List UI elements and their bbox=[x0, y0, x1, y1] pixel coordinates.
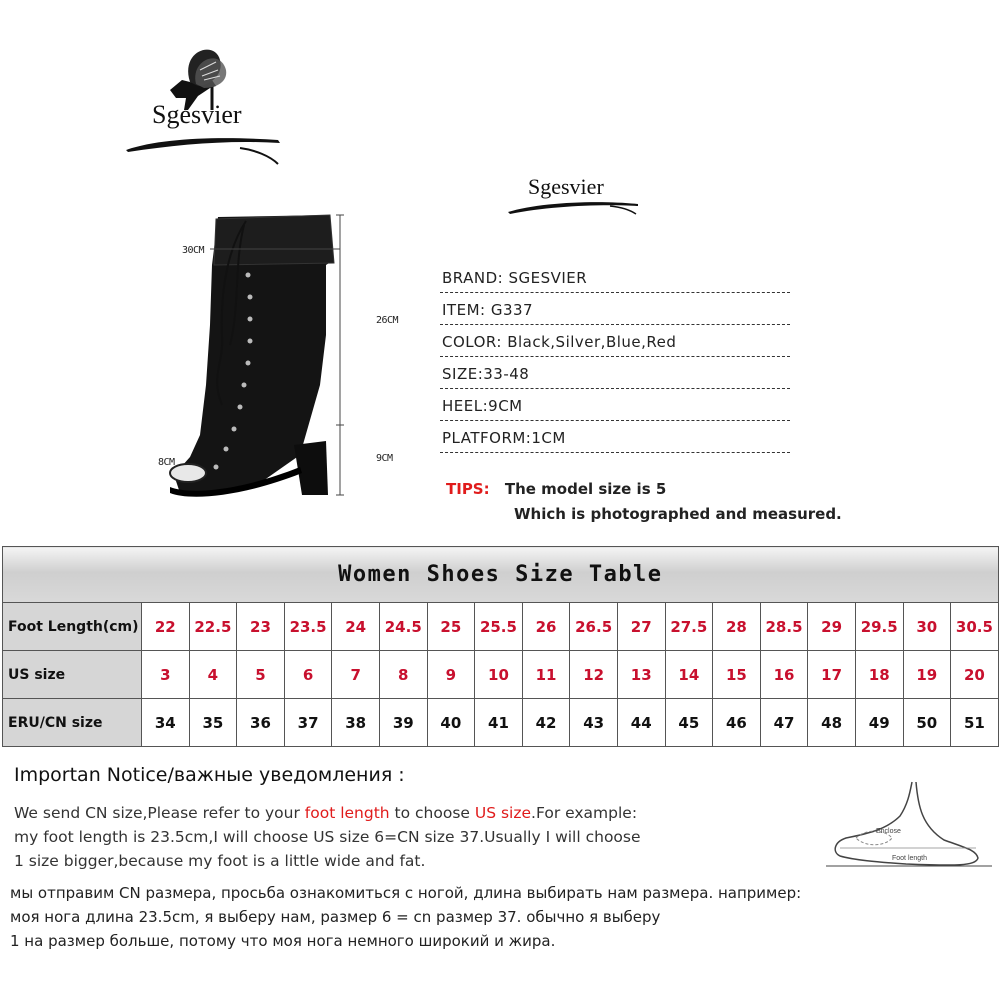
table-cell: 25.5 bbox=[475, 603, 523, 651]
swoosh-icon bbox=[500, 194, 650, 218]
table-cell: 50 bbox=[903, 699, 951, 747]
table-cell: 14 bbox=[665, 651, 713, 699]
notice-ru-line3: 1 на размер больше, потому что моя нога немного широкий и жира. bbox=[10, 932, 556, 950]
tips-line1: The model size is 5 bbox=[504, 480, 667, 498]
product-boot-image bbox=[150, 205, 430, 515]
spec-color: COLOR: Black,Silver,Blue,Red bbox=[440, 330, 790, 357]
row-header: ERU/CN size bbox=[3, 699, 142, 747]
notice-title: Importan Notice/важные уведомления : bbox=[14, 764, 405, 786]
brand-logo-small bbox=[500, 168, 650, 218]
spec-heel: HEEL:9CM bbox=[440, 394, 790, 421]
table-cell: 15 bbox=[713, 651, 761, 699]
table-cell: 23 bbox=[237, 603, 285, 651]
table-cell: 16 bbox=[760, 651, 808, 699]
table-cell: 10 bbox=[475, 651, 523, 699]
table-cell: 20 bbox=[951, 651, 999, 699]
tips-line2: Which is photographed and measured. bbox=[514, 505, 842, 523]
table-cell: 24 bbox=[332, 603, 380, 651]
table-cell: 7 bbox=[332, 651, 380, 699]
table-cell: 34 bbox=[142, 699, 190, 747]
table-cell: 37 bbox=[284, 699, 332, 747]
table-cell: 35 bbox=[189, 699, 237, 747]
shaft-height-label: 26CM bbox=[376, 315, 399, 326]
table-cell: 30 bbox=[903, 603, 951, 651]
table-cell: 40 bbox=[427, 699, 475, 747]
notice-en-line2: my foot length is 23.5cm,I will choose US size 6=CN size 37.Usually I will choose bbox=[14, 828, 641, 846]
table-cell: 23.5 bbox=[284, 603, 332, 651]
table-cell: 22.5 bbox=[189, 603, 237, 651]
table-row-foot-length bbox=[3, 603, 999, 651]
table-cell: 24.5 bbox=[379, 603, 427, 651]
foot-length-label: Foot length bbox=[892, 855, 928, 862]
shaft-circumference-label: 30CM bbox=[182, 245, 205, 256]
table-cell: 47 bbox=[760, 699, 808, 747]
table-cell: 19 bbox=[903, 651, 951, 699]
table-cell: 22 bbox=[142, 603, 190, 651]
enclose-label: Enclose bbox=[876, 828, 901, 835]
table-cell: 39 bbox=[379, 699, 427, 747]
foot-length-highlight: foot length bbox=[304, 804, 390, 822]
table-cell: 38 bbox=[332, 699, 380, 747]
table-cell: 45 bbox=[665, 699, 713, 747]
table-cell: 36 bbox=[237, 699, 285, 747]
table-cell: 18 bbox=[855, 651, 903, 699]
brand-logo bbox=[120, 40, 290, 170]
table-cell: 43 bbox=[570, 699, 618, 747]
table-cell: 12 bbox=[570, 651, 618, 699]
size-table bbox=[2, 546, 999, 747]
spec-brand: BRAND: SGESVIER bbox=[440, 266, 790, 293]
table-cell: 28.5 bbox=[760, 603, 808, 651]
us-size-highlight: US size bbox=[474, 804, 532, 822]
brand-logo-small-text: Sgesvier bbox=[528, 174, 604, 199]
table-cell: 51 bbox=[951, 699, 999, 747]
table-cell: 9 bbox=[427, 651, 475, 699]
table-cell: 29.5 bbox=[855, 603, 903, 651]
spec-size: SIZE:33-48 bbox=[440, 362, 790, 389]
tips bbox=[446, 480, 666, 498]
table-cell: 26 bbox=[522, 603, 570, 651]
foot-measure-diagram bbox=[826, 776, 992, 872]
heel-height-label: 9CM bbox=[376, 453, 393, 464]
spec-platform: PLATFORM:1CM bbox=[440, 426, 790, 453]
spec-item: ITEM: G337 bbox=[440, 298, 790, 325]
table-cell: 5 bbox=[237, 651, 285, 699]
table-cell: 4 bbox=[189, 651, 237, 699]
toe-label: 8CM bbox=[158, 457, 175, 468]
table-cell: 27.5 bbox=[665, 603, 713, 651]
table-cell: 41 bbox=[475, 699, 523, 747]
table-cell: 48 bbox=[808, 699, 856, 747]
table-cell: 11 bbox=[522, 651, 570, 699]
table-cell: 27 bbox=[617, 603, 665, 651]
table-cell: 26.5 bbox=[570, 603, 618, 651]
table-cell: 46 bbox=[713, 699, 761, 747]
table-row-eu-cn-size bbox=[3, 699, 999, 747]
row-header: Foot Length(cm) bbox=[3, 603, 142, 651]
notice-en-line1: We send CN size,Please refer to your foot length to choose US size.For example: bbox=[14, 804, 638, 822]
table-cell: 44 bbox=[617, 699, 665, 747]
table-cell: 13 bbox=[617, 651, 665, 699]
notice-ru-line1: мы отправим CN размера, просьба ознакомиться с ногой, длина выбирать нам размера. например: bbox=[10, 884, 802, 902]
table-cell: 28 bbox=[713, 603, 761, 651]
table-cell: 6 bbox=[284, 651, 332, 699]
table-cell: 17 bbox=[808, 651, 856, 699]
table-row-us-size bbox=[3, 651, 999, 699]
table-cell: 25 bbox=[427, 603, 475, 651]
notice-en-line3: 1 size bigger,because my foot is a little wide and fat. bbox=[14, 852, 426, 870]
table-cell: 30.5 bbox=[951, 603, 999, 651]
tips-label: TIPS: bbox=[446, 480, 490, 498]
brand-logo-text: Sgesvier bbox=[152, 100, 242, 129]
table-cell: 29 bbox=[808, 603, 856, 651]
table-cell: 3 bbox=[142, 651, 190, 699]
row-header: US size bbox=[3, 651, 142, 699]
table-cell: 8 bbox=[379, 651, 427, 699]
table-cell: 49 bbox=[855, 699, 903, 747]
notice-ru-line2: моя нога длина 23.5cm, я выберу нам, размер 6 = cn размер 37. обычно я выберу bbox=[10, 908, 661, 926]
size-table-title: Women Shoes Size Table bbox=[3, 547, 999, 603]
table-cell: 42 bbox=[522, 699, 570, 747]
